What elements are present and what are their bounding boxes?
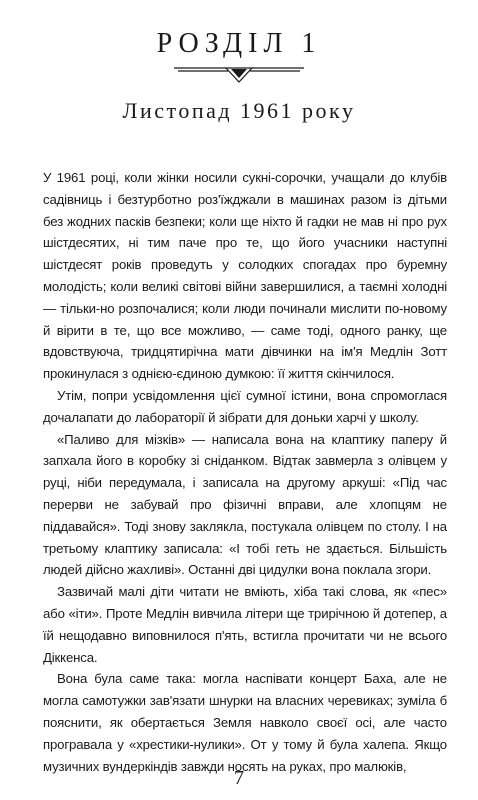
chapter-heading: РОЗДІЛ 1 [156, 28, 322, 59]
ornament-divider-icon [174, 64, 304, 84]
paragraph: Зазвичай малі діти читати не вміють, хіба такі слова, як «пес» або «іти». Проте Медлін вивчила літери ще трирічною й дотепер, а їй нещодавно виповнилося п'ять, встигла прочитати чи не всього Діккенса. [43, 584, 447, 665]
paragraph: «Паливо для мізків» — написала вона на клаптику паперу й запхала його в коробку зі сніданком. Відтак завмерла з олівцем у руці, ніби передумала, і записала на другому аркуші: «Під час перерви не забувай про фізичні вправи, але хлопцям не піддавайся». Тоді знову заклякла, постукала олівцем по столу. І на третьому клаптику записала: «І тобі геть не здається. Більшість людей дійсно жахливі». Останні дві цидулки вона поклала згори. [43, 431, 447, 578]
paragraph: Вона була саме така: могла наспівати концерт Баха, але не могла самотужки зав'язати шнурки на власних черевиках; зуміла б пояснити, як обертається Земля навколо своєї осі, але часто програвала у «хрестики-нулики». От у тому й була халепа. Якщо музичних вундеркіндів завжди носять на руках, про малюків, [43, 671, 447, 774]
chapter-body [43, 167, 447, 777]
chapter-date: Листопад 1961 року [122, 98, 356, 123]
paragraph: У 1961 році, коли жінки носили сукні-сорочки, учащали до клубів садівниць і безтурботно роз'їжджали в машинах разом із дітьми без жодних пасків безпеки; коли ще ніхто й гадки не мав ні про рух шістдесятих, ні тим паче про те, що його учасники наступні шістдесят років проведуть у солодких спогадах про буремну молодість; коли великі світові війни завершилися, а таємні холодні — тільки-но розпочалися; коли люди починали мислити по-новому й вірити в те, що все можливо, — саме тоді, одного ранку, ще вдовствуюча, тридцятирічна мати дівчинки на ім'я Медлін Зотт прокинулася з однією-єдиною думкою: її життя скінчилося. [43, 170, 447, 382]
paragraph: Утім, попри усвідомлення цієї сумної істини, вона спромоглася дочалапати до лабораторії й зібрати для доньки харчі у школу. [43, 387, 447, 425]
page-number: 7 [234, 767, 244, 789]
